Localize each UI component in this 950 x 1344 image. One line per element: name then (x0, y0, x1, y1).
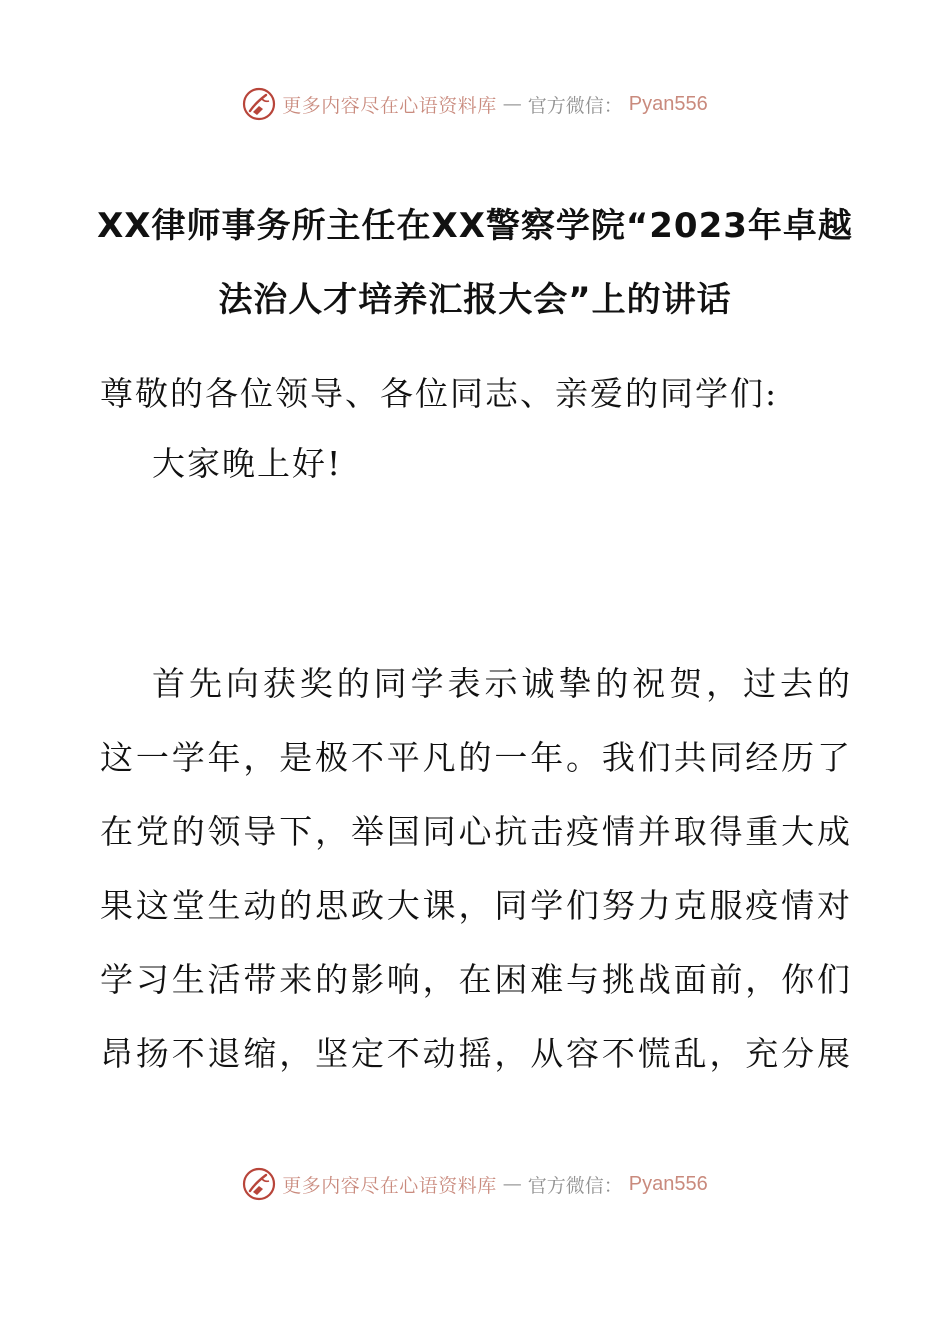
watermark-text: 更多内容尽在心语资料库 (282, 94, 497, 117)
body-line: 首先向获奖的同学表示诚挚的祝贺，过去的 (152, 664, 850, 703)
watermark-wechat-label: 官方微信： (527, 94, 623, 117)
watermark-wechat-label: 官方微信： (527, 1174, 623, 1197)
body-line: 这一学年，是极不平凡的一年。我们共同经历了 (100, 738, 850, 777)
watermark-wechat-id: Pyan556 (628, 92, 708, 115)
body-line: 果这堂生动的思政大课，同学们努力克服疫情对 (100, 886, 850, 925)
body-line: 在党的领导下，举国同心抗击疫情并取得重大成 (100, 812, 850, 851)
document-title-line-1: XX律师事务所主任在XX警察学院“2023年卓越 (97, 206, 853, 246)
body-line: 昂扬不退缩，坚定不动摇，从容不慌乱，充分展 (100, 1034, 850, 1073)
writing-hand-logo-icon (242, 1167, 276, 1201)
document-title-line-2: 法治人才培养汇报大会”上的讲话 (218, 280, 732, 320)
body-line: 学习生活带来的影响，在困难与挑战面前，你们 (100, 960, 850, 999)
watermark-wechat-id: Pyan556 (628, 1172, 708, 1195)
watermark-separator: — (502, 93, 522, 115)
greeting: 大家晚上好! (152, 444, 343, 483)
salutation: 尊敬的各位领导、各位同志、亲爱的同学们: (100, 374, 779, 413)
writing-hand-logo-icon (242, 87, 276, 121)
watermark-text: 更多内容尽在心语资料库 (282, 1174, 497, 1197)
footer-watermark (0, 1164, 950, 1204)
header-watermark (0, 84, 950, 124)
watermark-separator: — (502, 1173, 522, 1195)
